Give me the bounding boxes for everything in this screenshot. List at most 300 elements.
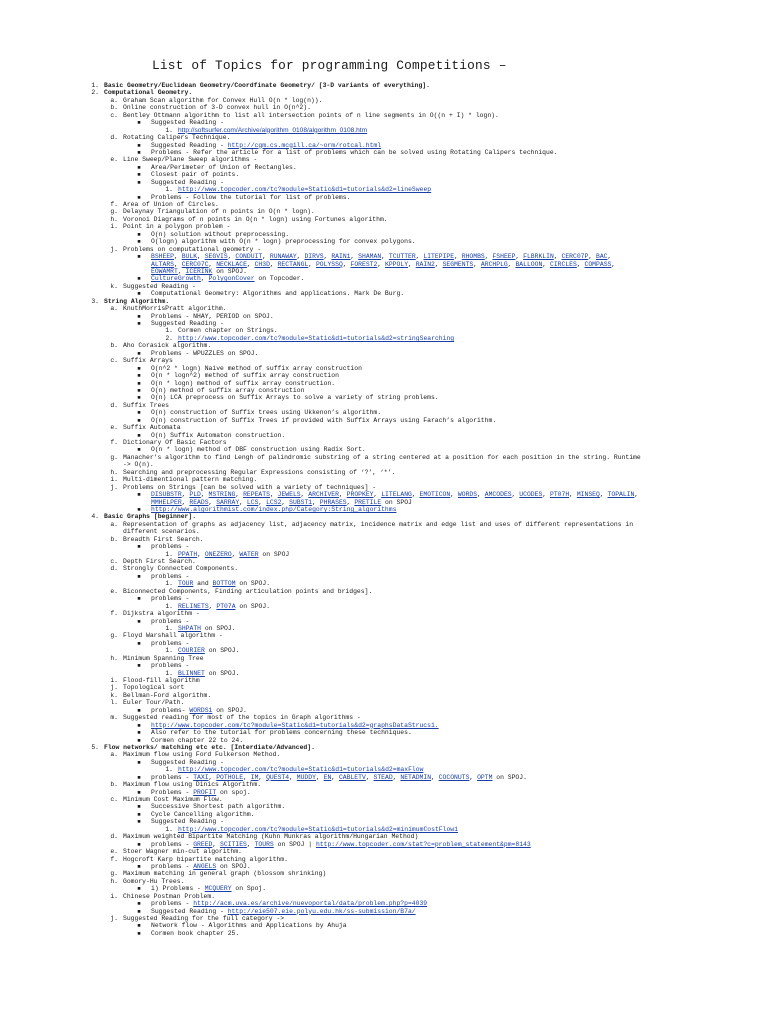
list-item [85, 223, 768, 230]
problem-link[interactable]: GREED [193, 840, 213, 848]
separator-text: , [450, 491, 458, 499]
list-marker: m. [110, 714, 118, 722]
sub-item [85, 372, 768, 379]
separator-text: , [197, 253, 205, 261]
problem-link[interactable]: SCITIES [220, 840, 247, 848]
item-text: Depth First Search. [123, 558, 196, 565]
item-text: Suggested Reading - [123, 282, 196, 290]
list-item [85, 848, 768, 855]
problem-link[interactable]: KPPOLY [385, 260, 409, 268]
problem-link[interactable]: LCS2 [266, 498, 282, 506]
list-marker: 1. [165, 602, 173, 610]
separator-text: , [174, 260, 182, 268]
problem-link[interactable]: AMCODES [484, 491, 512, 499]
square-bullet-icon: ■ [137, 372, 141, 380]
item-text: Bellman-Ford algorithm. [123, 691, 212, 699]
item-text: O(n) construction of Suffix Trees if provided with Suffix Arrays using Farach’s algorithm. [151, 416, 497, 424]
problem-link[interactable]: POTHOLE [216, 773, 244, 781]
item-text: -> O(n). [123, 461, 154, 469]
reference-link[interactable]: http://www.topcoder.com/stat?c=problem_statement&pm=8143 [315, 840, 531, 848]
separator-text: , [246, 260, 255, 268]
separator-text: , [431, 773, 439, 781]
problem-link[interactable]: EN [323, 773, 332, 781]
problem-link[interactable]: BLINNET [178, 669, 205, 677]
sub-item [85, 729, 768, 736]
sub-item [85, 863, 768, 870]
problem-link[interactable]: CIRCLES [549, 260, 577, 268]
problem-link[interactable]: CH3D [254, 260, 270, 268]
item-text: Floyd Warshall algorithm - [123, 632, 223, 640]
reference-link[interactable]: http://www.topcoder.com/tc?module=Static&d1=tutorials&d2=graphsDataStrucs1. [151, 721, 439, 729]
separator-text: , [611, 260, 616, 268]
reference-link[interactable]: http://eie507.eie.polyu.edu.hk/ss-submission/B7a/ [227, 907, 416, 915]
sub-item [85, 164, 768, 171]
problem-link[interactable]: WORDS [457, 491, 478, 499]
square-bullet-icon: ■ [137, 572, 141, 580]
reference-link[interactable]: http://www.algorithmist.com/index.php/Category:String_algorithms [151, 505, 397, 513]
list-item [85, 588, 768, 595]
list-item [85, 655, 768, 662]
problem-link[interactable]: FSHEEP [492, 253, 516, 261]
separator-text: , [181, 491, 190, 499]
separator-text: , [239, 498, 247, 506]
sub-item [85, 922, 768, 929]
item-text: Cormen chapter 22 to 24. [151, 736, 244, 744]
item-text: Euler Tour/Path. [123, 699, 185, 707]
separator-text: , [373, 491, 382, 499]
list-item [85, 610, 768, 617]
separator-text: on SPOJ. [216, 862, 251, 870]
item-text: O(n) construction of Suffix trees using Ukkenon’s algorithm. [151, 409, 382, 417]
reference-link[interactable]: http://www.topcoder.com/tc?module=Static&d1=tutorials&d2=minimumCostFlow1 [178, 825, 458, 833]
problem-link[interactable]: POLYSSQ [315, 260, 343, 268]
list-marker: d. [110, 833, 118, 841]
item-text: Delaynay Triangulation of n points in O(n * logn). [123, 208, 315, 216]
square-bullet-icon: ■ [137, 394, 141, 402]
list-item [85, 484, 768, 491]
sub-item [85, 885, 768, 892]
problem-link[interactable]: OPTM [477, 773, 493, 781]
square-bullet-icon: ■ [137, 729, 141, 737]
item-text: O(n) Suffix Automaton construction. [151, 431, 286, 439]
item-text: Cormen chapter on Strings. [178, 327, 278, 335]
square-bullet-icon: ■ [137, 617, 141, 625]
sub-item [85, 662, 768, 669]
sub-item [85, 930, 768, 937]
square-bullet-icon: ■ [137, 505, 141, 513]
separator-text: , [576, 260, 585, 268]
item-text: Problems - [151, 788, 194, 796]
item-text: problems - [151, 900, 194, 908]
problem-link[interactable]: PT07A [216, 602, 236, 610]
problem-link[interactable]: REPEATS [243, 491, 270, 499]
list-marker: b. [110, 535, 118, 543]
list-item [85, 893, 768, 900]
list-marker: j. [110, 483, 118, 491]
list-marker: k. [110, 282, 118, 290]
problem-link[interactable]: RAIN2 [415, 260, 435, 268]
list-item [85, 684, 768, 691]
sub-item [85, 551, 768, 558]
item-text: Multi-dimentional pattern matching. [123, 476, 258, 484]
square-bullet-icon: ■ [137, 639, 141, 647]
problem-link[interactable]: CABLETV [338, 773, 366, 781]
list-marker: h. [110, 468, 118, 476]
item-text: Stoer Wagner min-cut algorithm. [123, 848, 242, 856]
item-text: Network flow - Algorithms and Applications by Ahuja [151, 922, 347, 930]
list-marker: 1. [91, 82, 99, 89]
problem-link[interactable]: SARRAY [216, 498, 240, 506]
problem-link[interactable]: BALLOON [515, 260, 543, 268]
problem-link[interactable]: PLD [189, 491, 201, 499]
problem-link[interactable]: SHAMAN [358, 253, 382, 261]
separator-text: , [281, 498, 290, 506]
problem-link[interactable]: JEWELS [277, 491, 301, 499]
separator-text: , [473, 260, 481, 268]
reference-link[interactable]: http://acm.uva.es/archive/nuevoportal/data/problem.php?p=4039 [193, 900, 428, 908]
list-marker: 2. [165, 334, 173, 342]
separator-text: , [342, 260, 351, 268]
problem-link[interactable]: CERC07C [181, 260, 209, 268]
list-item [85, 476, 768, 483]
item-text: problems - [151, 639, 190, 647]
sub-item [85, 335, 768, 342]
separator-text: , [208, 773, 217, 781]
separator-text: , [323, 253, 332, 261]
item-text: Flow networks/ matching etc etc. [Interdiate/Advanced]. [104, 743, 315, 751]
list-item [85, 751, 768, 758]
list-marker: 1. [165, 624, 173, 632]
item-text: O(n^2 * logn) Naive method of suffix array construction [151, 364, 362, 372]
separator-text: , [599, 491, 608, 499]
list-item [85, 134, 768, 141]
list-marker: c. [110, 111, 118, 119]
list-marker: h. [110, 215, 118, 223]
problem-link[interactable]: EOWAMRT [151, 267, 178, 275]
problem-link[interactable]: LITELANG [381, 491, 412, 499]
problem-list-line [85, 261, 768, 268]
list-marker: h. [110, 877, 118, 885]
separator-text: on Spoj. [231, 885, 267, 893]
sub-item [85, 417, 768, 424]
problem-link[interactable]: COCONUTS [438, 773, 470, 781]
list-marker: g. [110, 870, 118, 878]
list-marker: b. [110, 781, 118, 789]
problem-link[interactable]: PT07H [549, 491, 570, 499]
problem-link[interactable]: NETADMIN [400, 773, 432, 781]
problem-link[interactable]: SEGVIS [204, 253, 228, 261]
item-text: Manacher’s algorithm to find Lengh of palindromic substring of a string centered at a position for each position in the string. Runtime [123, 453, 641, 461]
problem-link[interactable]: COURIER [178, 647, 205, 655]
reference-link[interactable]: MCQUERY [204, 885, 232, 893]
list-marker: f. [110, 439, 118, 446]
item-text: Area of Union of Circles. [123, 201, 219, 208]
list-marker: i. [110, 677, 118, 684]
problem-link[interactable]: CERC07P [561, 253, 589, 261]
problem-link[interactable]: CultureGrowth [151, 275, 201, 283]
problem-link[interactable]: STEAD [373, 773, 393, 781]
problem-link[interactable]: ICERINK [185, 267, 213, 275]
item-text: problems - [151, 543, 190, 551]
sub-item [85, 142, 768, 149]
square-bullet-icon: ■ [137, 320, 141, 327]
square-bullet-icon: ■ [137, 275, 141, 283]
list-item [85, 402, 768, 409]
reference-link[interactable]: ANGELS [193, 862, 217, 870]
problem-link[interactable]: MUDDY [296, 773, 316, 781]
problem-link[interactable]: READS [189, 498, 209, 506]
sub-item [85, 826, 768, 833]
problem-link[interactable]: PPATH [178, 550, 198, 558]
problem-link[interactable]: BOTTOM [212, 580, 236, 588]
problem-link[interactable]: FOREST2 [350, 260, 378, 268]
separator-text: , [208, 602, 217, 610]
problem-link[interactable]: RUNAWAY [269, 253, 297, 261]
problem-link[interactable]: TCUTTER [388, 253, 416, 261]
square-bullet-icon: ■ [137, 409, 141, 417]
separator-text: , [338, 491, 347, 499]
problem-link[interactable]: SHPATH [178, 624, 202, 632]
item-text: Hogcroft Karp bipartite matching algorithm. [123, 855, 288, 863]
item-text: Point in a polygon problem - [123, 223, 231, 231]
item-text: Computational Geometry: Algorithms and applications. Mark De Burg. [151, 290, 405, 298]
list-marker: a. [110, 751, 118, 759]
problem-link[interactable]: LITEPIPE [423, 253, 455, 261]
item-text: Suggested Reading - [151, 119, 224, 127]
item-text: Maximum flow using Dinics Algorithm. [123, 781, 262, 789]
list-marker: i. [110, 476, 118, 484]
document-title: List of Topics for programming Competitions – [152, 58, 507, 73]
problem-link[interactable]: MMHELPER [151, 498, 182, 506]
problem-link[interactable]: EMOTICON [419, 491, 451, 499]
problem-link[interactable]: BAC [596, 253, 608, 261]
square-bullet-icon: ■ [137, 736, 141, 744]
list-item [85, 915, 768, 922]
item-text: KnuthMorrisPratt algorithm. [123, 305, 227, 313]
problem-link[interactable]: MINSEQ [576, 491, 600, 499]
item-text: Searching and preprocessing Regular Expressions consisting of ‘?’, ‘*’. [123, 468, 396, 476]
item-text: Also refer to the tutorial for problems concerning these techniques. [151, 729, 412, 737]
separator-text: , [177, 267, 186, 275]
reference-link[interactable]: PROFIT [193, 788, 217, 796]
problem-link[interactable]: ALTARS [151, 260, 175, 268]
list-marker: e. [110, 424, 118, 432]
list-marker: 1. [165, 186, 173, 194]
problem-link[interactable]: COMPASS [584, 260, 612, 268]
item-text: Cycle Cancelling algorithm. [151, 810, 255, 818]
separator-text: , [231, 550, 240, 558]
square-bullet-icon: ■ [137, 662, 141, 670]
sub-item [85, 603, 768, 610]
square-bullet-icon: ■ [137, 364, 141, 372]
sub-item [85, 803, 768, 810]
item-text: different scenarios. [123, 528, 200, 536]
reference-link[interactable]: http://www.topcoder.com/tc?module=Static&d1=tutorials&d2=maxFlow [178, 766, 424, 774]
problem-link[interactable]: TAXI [193, 773, 209, 781]
problem-link[interactable]: DIRVS [304, 253, 324, 261]
list-marker: e. [110, 848, 118, 856]
square-bullet-icon: ■ [137, 178, 141, 186]
list-item [85, 632, 768, 639]
problem-link[interactable]: CONDUIT [235, 253, 263, 261]
separator-text: on SPOJ [258, 550, 290, 558]
problem-link[interactable]: BULK [181, 253, 198, 261]
square-bullet-icon: ■ [137, 379, 141, 387]
problem-link[interactable]: RAIN1 [331, 253, 351, 261]
item-text: problems - [151, 595, 190, 603]
list-item [85, 714, 768, 721]
list-marker: e. [110, 587, 118, 595]
list-item [85, 699, 768, 706]
list-marker: b. [110, 342, 118, 350]
sub-item [85, 722, 768, 729]
problem-link[interactable]: ARCHIVER [308, 491, 339, 499]
item-text: Aho Corasick algorithm. [123, 342, 212, 350]
problem-list-line [85, 268, 768, 275]
sub-item [85, 618, 768, 625]
item-text: Bentley Ottmann algorithm to list all intersection points of n line segments in O((n + I) * logn). [123, 111, 499, 119]
sub-item [85, 119, 768, 126]
section-heading [85, 744, 768, 751]
item-text: Dijkstra algorithm - [123, 610, 200, 618]
problem-list-line [85, 506, 768, 513]
item-text: Area/Perimeter of Union of Rectangles. [151, 163, 297, 171]
separator-text: , [553, 253, 562, 261]
reference-link[interactable]: http://www.topcoder.com/tc?module=Static&d1=tutorials&d2=stringSearching [178, 334, 455, 342]
separator-text: on SPOJ. [235, 602, 271, 610]
problem-link[interactable]: SEGMENTS [442, 260, 474, 268]
item-text: Computational Geometry. [104, 89, 193, 97]
item-text: Basic Geometry/Euclidean Geometry/Coordfinate Geometry/ [3-D variants of everything]. [104, 82, 430, 89]
problem-link[interactable]: TOURS [254, 840, 274, 848]
sub-item [85, 789, 768, 796]
reference-link[interactable]: http://softsurfer.com/Archive/algorithm_0108/algorithm_0108.htm [178, 126, 368, 134]
square-bullet-icon: ■ [137, 171, 141, 179]
list-item [85, 796, 768, 803]
separator-text: , [346, 498, 355, 506]
problem-link[interactable]: ARCHPLG [480, 260, 508, 268]
problem-list-line [85, 275, 768, 282]
list-item [85, 439, 768, 446]
item-text: Voronoi Diagrams of n points in O(n * logn) using Fortunes algorithm. [123, 215, 388, 223]
sub-item [85, 231, 768, 238]
item-text: O(n) solution without preprocessing. [151, 230, 290, 238]
separator-text: , [243, 773, 251, 781]
item-text: problems - [151, 662, 190, 670]
list-marker: 4. [91, 513, 99, 521]
item-text: Breadth First Search. [123, 535, 204, 543]
list-marker: a. [110, 305, 118, 313]
item-text: Flood-fill algorithm [123, 677, 200, 684]
problem-link[interactable]: TOUR [178, 580, 194, 588]
separator-text: , [289, 773, 297, 781]
section-heading [85, 82, 768, 89]
item-text: O(logn) algorithm with O(n * logn) preprocessing for convex polygons. [151, 238, 416, 246]
problem-link[interactable]: QUEST4 [266, 773, 290, 781]
problem-link[interactable]: RHOMBS [461, 253, 485, 261]
reference-link[interactable]: WORDS1 [189, 706, 213, 714]
problem-link[interactable]: PROPKEY [346, 491, 374, 499]
separator-text: on SPOJ. [201, 624, 236, 632]
sub-item [85, 647, 768, 654]
reference-link[interactable]: http://www.topcoder.com/tc?module=Static&d1=tutorials&d2=lineSweep [178, 186, 432, 194]
problem-link[interactable]: NECKLACE [216, 260, 247, 268]
list-marker: c. [110, 357, 118, 365]
square-bullet-icon: ■ [137, 386, 141, 394]
list-item [85, 565, 768, 572]
topic-list [85, 82, 768, 937]
list-marker: 1. [165, 327, 173, 335]
problem-link[interactable]: PRETILE [354, 498, 382, 506]
problem-link[interactable]: ONEZERO [204, 550, 232, 558]
sub-item [85, 595, 768, 602]
square-bullet-icon: ■ [137, 290, 141, 298]
item-text: Minimum Spanning Tree [123, 654, 204, 662]
problem-link[interactable]: WATER [239, 550, 259, 558]
sub-item [85, 640, 768, 647]
separator-text: , [515, 253, 524, 261]
square-bullet-icon: ■ [137, 446, 141, 454]
problem-link[interactable]: PolygonCover [208, 275, 255, 283]
list-marker: 1. [165, 825, 173, 833]
reference-link[interactable]: http://cgm.cs.mcgill.ca/~orm/rotcal.html [227, 141, 382, 149]
problem-link[interactable]: UCODES [519, 491, 543, 499]
problem-link[interactable]: DISUBSTR [151, 491, 182, 499]
separator-text: , [381, 253, 389, 261]
problem-list-line [85, 253, 768, 260]
separator-text: on SPOJ | [273, 840, 316, 848]
separator-text: , [542, 491, 550, 499]
list-item [85, 856, 768, 863]
problem-link[interactable]: FLBRKLIN [523, 253, 554, 261]
separator-text: , [208, 498, 217, 506]
problem-link[interactable]: MSTRING [208, 491, 236, 499]
separator-text: , [200, 275, 209, 283]
problem-link[interactable]: BSHEEP [151, 253, 175, 261]
separator-text: , [415, 253, 424, 261]
problem-link[interactable]: LCS [246, 498, 259, 506]
square-bullet-icon: ■ [137, 788, 141, 796]
problem-link[interactable]: RECTANGL [277, 260, 309, 268]
square-bullet-icon: ■ [137, 706, 141, 714]
sub-item [85, 707, 768, 714]
list-item [85, 208, 768, 215]
list-marker: 1. [165, 647, 173, 655]
list-marker: j. [110, 684, 118, 692]
problem-link[interactable]: SUBST1 [289, 498, 313, 506]
list-item [85, 870, 768, 877]
square-bullet-icon: ■ [137, 119, 141, 127]
list-item [85, 283, 768, 290]
separator-text: on SPOJ [381, 498, 412, 506]
sub-item [85, 171, 768, 178]
separator-text: , [511, 491, 520, 499]
list-item [85, 201, 768, 208]
problem-link[interactable]: TOPALIN [607, 491, 635, 499]
list-marker: i. [110, 892, 118, 900]
sub-item [85, 380, 768, 387]
separator-text: on SPOJ. [235, 580, 271, 588]
problem-link[interactable]: RELINETS [178, 602, 209, 610]
list-marker: 2. [91, 89, 99, 97]
problem-link[interactable]: PHRASES [319, 498, 347, 506]
problem-link[interactable]: IM [250, 773, 259, 781]
sub-item [85, 670, 768, 677]
separator-text: , [634, 491, 639, 499]
sub-item [85, 766, 768, 773]
sub-item [85, 350, 768, 357]
item-text: Maximum flow using Ford Fulkerson Method. [123, 751, 281, 759]
